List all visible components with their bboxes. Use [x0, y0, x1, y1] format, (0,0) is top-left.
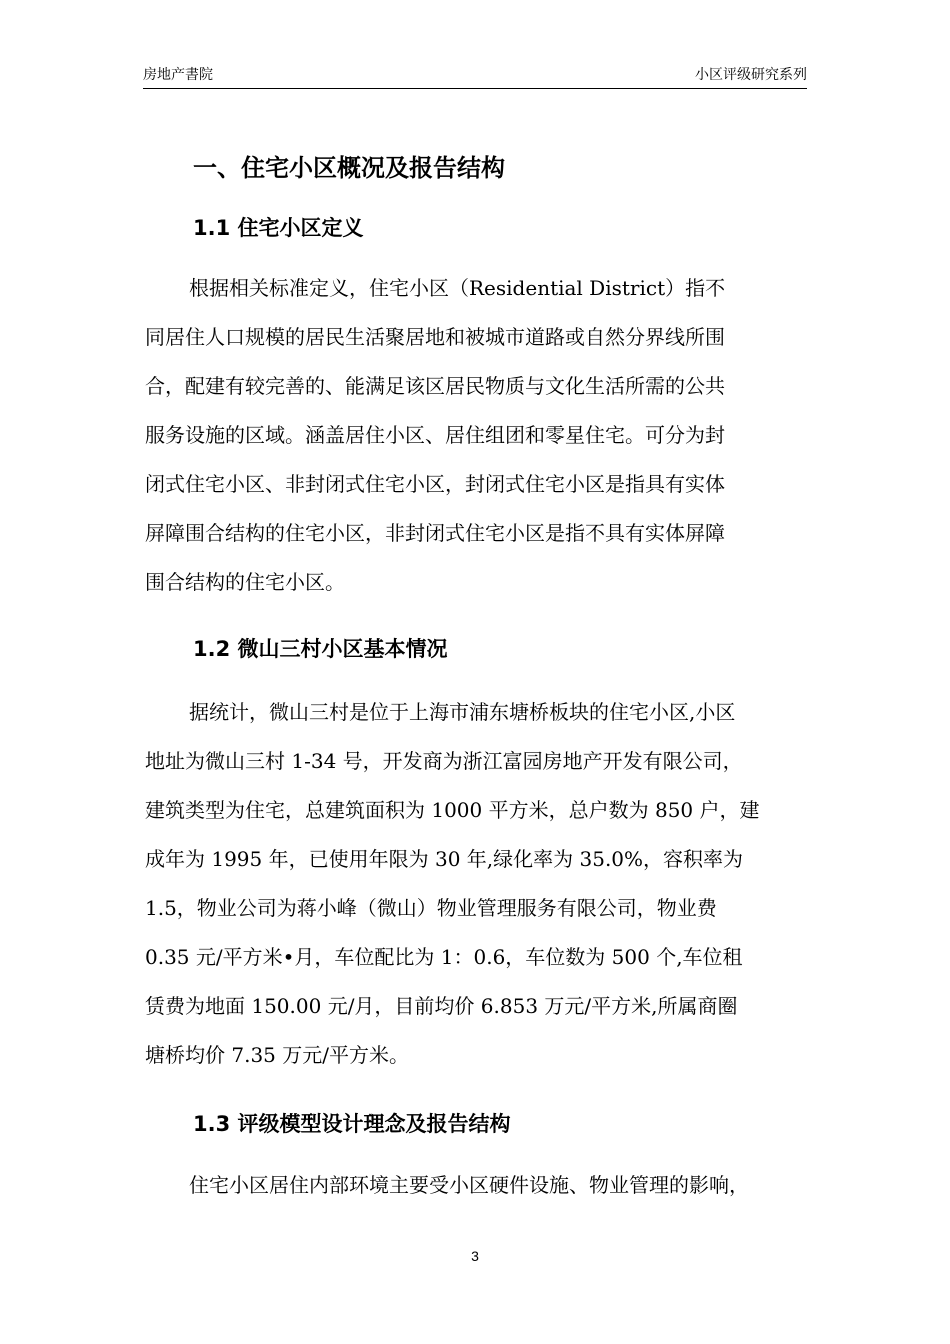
paragraph-line: 据统计，微山三村是位于上海市浦东塘桥板块的住宅小区,小区: [189, 700, 736, 724]
paragraph-line: 0.35 元/平方米•月，车位配比为 1：0.6，车位数为 500 个,车位租: [145, 945, 743, 969]
header-publisher: 房地产書院: [143, 66, 213, 82]
paragraph-line: 闭式住宅小区、非封闭式住宅小区，封闭式住宅小区是指具有实体: [145, 472, 725, 496]
paragraph-line: 同居住人口规模的居民生活聚居地和被城市道路或自然分界线所围: [145, 325, 725, 349]
subsection-title-1-1: 1.1 住宅小区定义: [193, 216, 364, 240]
paragraph-line: 1.5，物业公司为蒋小峰（微山）物业管理服务有限公司，物业费: [145, 896, 717, 920]
paragraph-line: 成年为 1995 年，已使用年限为 30 年,绿化率为 35.0%，容积率为: [145, 847, 744, 871]
paragraph-line: 地址为微山三村 1-34 号，开发商为浙江富园房地产开发有限公司，: [145, 749, 743, 773]
section-title: 一、住宅小区概况及报告结构: [193, 154, 505, 182]
paragraph-line: 建筑类型为住宅，总建筑面积为 1000 平方米，总户数为 850 户，建: [145, 798, 760, 822]
subsection-title-1-3: 1.3 评级模型设计理念及报告结构: [193, 1112, 511, 1136]
header-series: 小区评级研究系列: [695, 66, 807, 82]
paragraph-line: 服务设施的区域。涵盖居住小区、居住组团和零星住宅。可分为封: [145, 423, 725, 447]
page-number: 3: [471, 1248, 479, 1264]
page-header: [143, 66, 807, 89]
paragraph-line: 根据相关标准定义，住宅小区（Residential District）指不: [189, 276, 726, 300]
paragraph-line: 合，配建有较完善的、能满足该区居民物质与文化生活所需的公共: [145, 374, 725, 398]
paragraph-line: 塘桥均价 7.35 万元/平方米。: [145, 1043, 409, 1067]
paragraph-model-design: [145, 1161, 815, 1210]
subsection-title-1-2: 1.2 微山三村小区基本情况: [193, 637, 448, 661]
paragraph-line: 赁费为地面 150.00 元/月，目前均价 6.853 万元/平方米,所属商圈: [145, 994, 738, 1018]
paragraph-basic-info: [145, 688, 815, 1080]
paragraph-line: 围合结构的住宅小区。: [145, 570, 345, 594]
paragraph-line: 住宅小区居住内部环境主要受小区硬件设施、物业管理的影响，: [189, 1173, 749, 1197]
paragraph-line: 屏障围合结构的住宅小区，非封闭式住宅小区是指不具有实体屏障: [145, 521, 725, 545]
paragraph-definition: [145, 264, 815, 607]
